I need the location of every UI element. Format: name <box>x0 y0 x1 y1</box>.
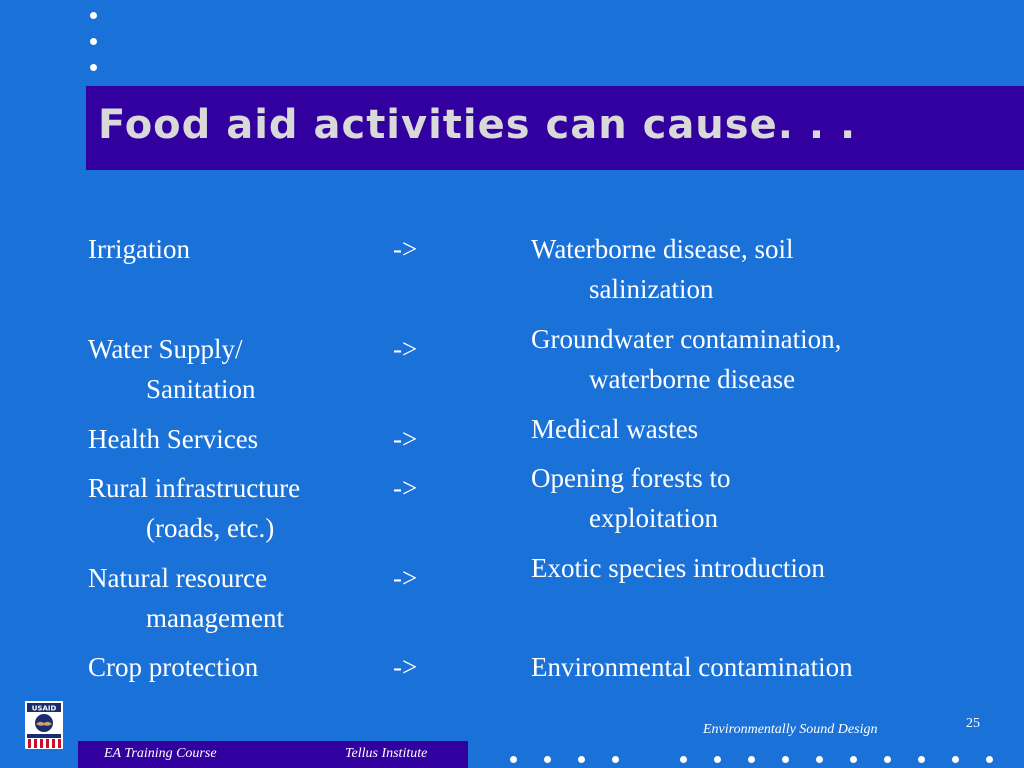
decorative-dot <box>510 756 517 763</box>
decorative-dot <box>90 38 97 45</box>
logo-text: USAID <box>31 704 57 713</box>
arrow: -> <box>393 424 418 454</box>
decorative-dot <box>782 756 789 763</box>
activity-item <box>88 419 388 459</box>
activity-item <box>88 468 388 548</box>
activity-text: Water Supply/ <box>88 334 243 364</box>
decorative-dot <box>986 756 993 763</box>
activity-item <box>88 329 388 409</box>
decorative-dot <box>816 756 823 763</box>
decorative-dot <box>90 64 97 71</box>
effect-continuation: exploitation <box>589 503 718 533</box>
decorative-dot <box>884 756 891 763</box>
effect-text: Groundwater contamination, <box>531 324 842 354</box>
page-number: 25 <box>966 716 980 731</box>
effect-item <box>531 409 971 449</box>
effect-text: Environmental contamination <box>531 652 853 682</box>
arrow: -> <box>393 652 418 682</box>
activity-text: Natural resource <box>88 563 268 593</box>
activity-text: Health Services <box>88 424 259 454</box>
effect-item <box>531 548 971 588</box>
slide-title: Food aid activities can cause. . . <box>98 102 857 148</box>
activity-item <box>88 647 388 687</box>
effect-text: Medical wastes <box>531 414 699 444</box>
arrow: -> <box>393 334 418 364</box>
activity-continuation: Sanitation <box>146 374 256 404</box>
decorative-dot <box>918 756 925 763</box>
activity-text: Crop protection <box>88 652 259 682</box>
decorative-dot <box>578 756 585 763</box>
footer-bar <box>78 741 468 768</box>
footer-institute: Tellus Institute <box>345 746 428 761</box>
effect-text: Opening forests to <box>531 463 731 493</box>
decorative-dot <box>612 756 619 763</box>
activity-text: Irrigation <box>88 234 190 264</box>
effect-text: Exotic species introduction <box>531 553 825 583</box>
arrow: -> <box>393 473 418 503</box>
effect-item <box>531 458 971 538</box>
decorative-dot <box>850 756 857 763</box>
effect-item <box>531 647 971 687</box>
activity-item <box>88 558 388 638</box>
usaid-logo <box>25 701 63 749</box>
arrow: -> <box>393 563 418 593</box>
decorative-dot <box>748 756 755 763</box>
footer-course: EA Training Course <box>104 746 217 761</box>
footer-design-label: Environmentally Sound Design <box>703 722 878 737</box>
effect-continuation: salinization <box>589 274 714 304</box>
decorative-dot <box>680 756 687 763</box>
effect-continuation: waterborne disease <box>589 364 796 394</box>
activity-continuation: (roads, etc.) <box>146 513 275 543</box>
activity-continuation: management <box>146 603 284 633</box>
activity-text: Rural infrastructure <box>88 473 301 503</box>
effect-item <box>531 229 971 309</box>
arrow: -> <box>393 234 418 264</box>
decorative-dot <box>714 756 721 763</box>
decorative-dot <box>544 756 551 763</box>
decorative-dot <box>90 12 97 19</box>
title-bar <box>86 86 1024 170</box>
activity-item <box>88 229 388 269</box>
effect-item <box>531 319 971 399</box>
effect-text: Waterborne disease, soil <box>531 234 794 264</box>
decorative-dot <box>952 756 959 763</box>
